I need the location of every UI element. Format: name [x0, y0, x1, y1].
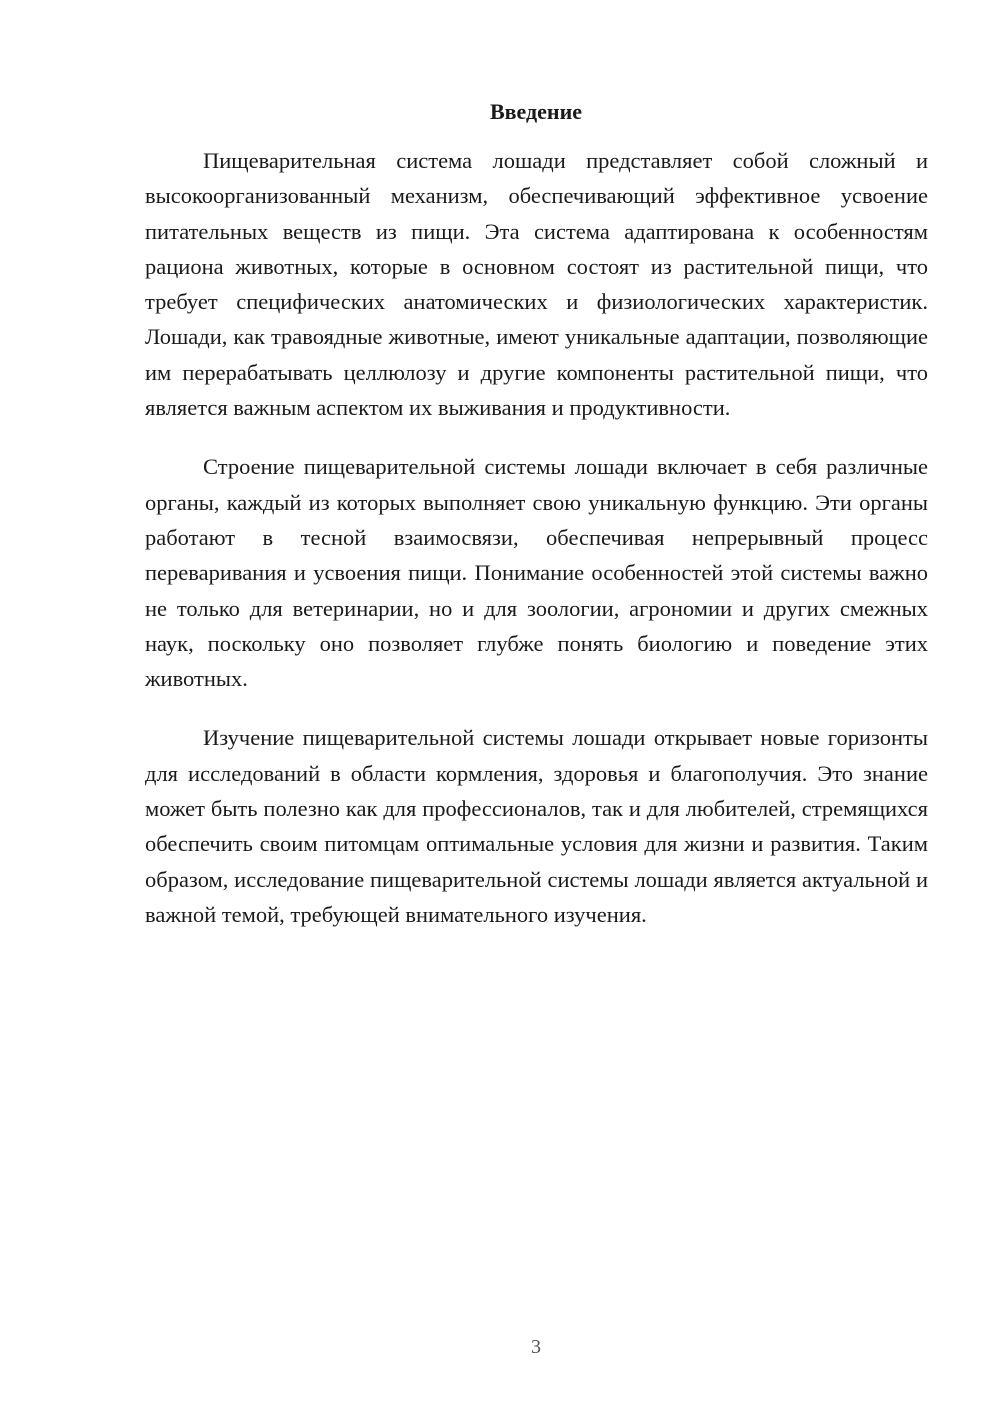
- paragraph-1: Пищеварительная система лошади представляет собой сложный и высокоорганизованный механизм, обеспечивающий эффективное усвоение питательных веществ из пищи. Эта система адаптирована к особенностям рациона животных, которые в основном состоят из растительной пищи, что требует специфических анатомических и физиологических характеристик. Лошади, как травоядные животные, имеют уникальные адаптации, позволяющие им перерабатывать целлюлозу и другие компоненты растительной пищи, что является важным аспектом их выживания и продуктивности.: [145, 148, 928, 421]
- page-number: 3: [531, 1336, 541, 1358]
- paragraph-2: Строение пищеварительной системы лошади включает в себя различные органы, каждый из которых выполняет свою уникальную функцию. Эти органы работают в тесной взаимосвязи, обеспечивая непрерывный процесс переваривания и усвоения пищи. Понимание особенностей этой системы важно не только для ветеринарии, но и для зоологии, агрономии и других смежных наук, поскольку оно позволяет глубже понять биологию и поведение этих животных.: [145, 454, 928, 692]
- section-title: Введение: [489, 99, 583, 124]
- paragraph-3: Изучение пищеварительной системы лошади открывает новые горизонты для исследований в области кормления, здоровья и благополучия. Это знание может быть полезно как для профессионалов, так и для любителей, стремящихся обеспечить своим питомцам оптимальные условия для жизни и развития. Таким образом, исследование пищеварительной системы лошади является актуальной и важной темой, требующей внимательного изучения.: [145, 725, 928, 927]
- body-text: [145, 143, 928, 956]
